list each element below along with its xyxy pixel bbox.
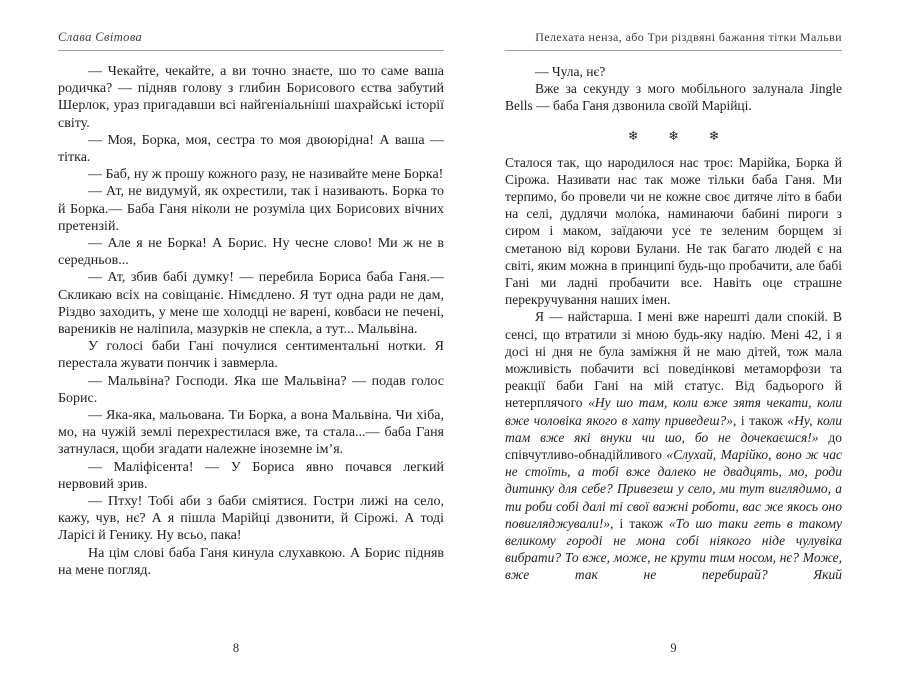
body-text: , і також [733,412,788,428]
paragraph [58,545,444,579]
paragraph [58,132,444,166]
italic-quote-text: «Ну, коли там вже які внуки чи шо, бо не дочекаєшся!» [505,412,843,445]
body-text: На цім слові баба Ганя кинула слухавкою. А Борис підняв на мене погляд. [58,545,444,578]
body-text: — Чекайте, чекайте, а ви точно знаєте, шо то саме ваша родичка? — підняв голову з глибин Борисового єства забутий Шерлок, ураз пригадавши всі найгеніальніші шахрайські історії світу. [58,64,444,131]
paragraph [58,459,444,493]
page-number-left: 8 [232,641,240,655]
body-text: Я — найстарша. І мені вже нарешті дали спокій. В сенсі, що втратили зі мною будь-яку надію. Мені 42, і я досі ні дня не була заміжня й не маю дітей, тож мала можливість побачити всі поведінкові метаморфози та реакції баби Гані на мій статус. Від бадьорого й нетерплячого [505,309,842,411]
paragraph [505,154,842,309]
body-text: — Моя, Борка, моя, сестра то моя двоюрідна! А ваша — тітка. [58,132,444,166]
body-text: — Мальвіна? Господи. Яка ше Мальвіна? — подав голос Борис. [58,373,444,406]
snowflake-separator-icon: ❄ ❄ ❄ [627,127,720,143]
paragraph [58,338,444,372]
right-page-body-top [505,63,842,115]
body-text: — Маліфісента! — У Бориса явно почався легкий нервовий зрив. [58,459,444,492]
body-text: , і також [610,515,669,531]
body-text: — Ат, збив бабі думку! — перебила Бориса баба Ганя.— Скликаю всіх на совіщаніє. Німєдлено. Я тут одна ради не дам, Різдво заходить, у мене ше холодці не варені, ковбаси не печені, вареників не наліпила, мазурків не спекла, а тут... Мальвіна. [58,270,444,338]
paragraph [505,80,842,114]
body-text: Сталося так, що народилося нас троє: Марійка, Борка й Сірожа. Називати нас так може тільки баба Ганя. Ми терпимо, бо провели чи не кожне своє дитяче літо в баби на селі, дудлячи моло́ка, наминаючи бабині пироги з сиром і маком, заїдаючи усе те зеленим борщем зі сметаною від корови Булани. Не так багато людей є на світі, яким можна в принципі будь-що пробачити, але бабі Гані ми ладні пробачити все. Навіть оце страшне перекручування наших імен. [505,154,842,308]
paragraph [58,235,444,269]
body-text: до співчутливо-обнадійливого [505,429,842,463]
body-text: У голосі баби Гані почулися сентиментальні нотки. Я перестала жувати пончик і завмерла. [58,339,444,372]
running-header-chapter-title: Пелехата ненза, або Три різдвяні бажання тітки Мальви [505,30,842,51]
right-page [505,30,842,584]
body-text: — Баб, ну ж прошу кожного разу, не називайте мене Борка! [88,167,444,183]
body-text: — Але я не Борка! А Борис. Ну чесне слово! Ми ж не в середньов... [58,236,444,269]
paragraph [58,63,444,132]
paragraph [58,269,444,338]
paragraph [58,166,444,183]
paragraph [505,63,842,80]
paragraph [58,493,444,545]
italic-quote-text: «Ну шо там, коли вже зятя чекати, коли вже чоловіка якого в хату приведеш?» [505,395,842,428]
body-text: — Ат, не видумуй, як охрестили, так і називають. Борка то й Борка.— Баба Ганя ніколи не розуміла цих Борисових вічних претензій. [58,184,444,234]
left-page-body [58,63,444,579]
left-page [58,30,444,579]
paragraph [58,373,444,407]
page-number-right: 9 [670,641,677,655]
body-text: — Птху! Тобі аби з баби сміятися. Гостри лижі на село, кажу, чув, нє? А я пішла Марійці дзвонити, й Сірожі. А тоді Ларісі й Генику. Ну всьо, пака! [58,494,444,544]
body-text: Вже за секунду з мого мобільного залунала Jingle Bells — баба Ганя дзвонила своїй Марійці. [505,81,842,114]
running-header-author: Слава Світова [58,30,444,51]
body-text: — Яка-яка, мальована. Ти Борка, а вона Мальвіна. Чи хіба, мо, на чужій землі перехрестилася вже, та стала...— баба Ганя затнулася, щоби згадати належне іноземне ім’я. [58,408,444,458]
paragraph [58,407,444,459]
italic-quote-text: «То шо таки геть в такому великому городі не мона собі ніякого ніде чулувіка вибрати? То вже, може, не крути тим носом, нє? Може, вже так не перебирай? Який [505,515,842,583]
paragraph [505,308,842,583]
right-page-body-bottom [505,154,842,584]
italic-quote-text: «Слухай, Марійко, воно ж час не стоїть, а тобі вже далеко не двадцять, мо, роди дитинку для себе? Привезеш у село, ми тут виглядимо, а ти роби собі далі ті свої важні роботи, вас же якось оно повигляджували!» [505,447,842,531]
body-text: — Чула, нє? [535,64,606,79]
paragraph [58,183,444,235]
